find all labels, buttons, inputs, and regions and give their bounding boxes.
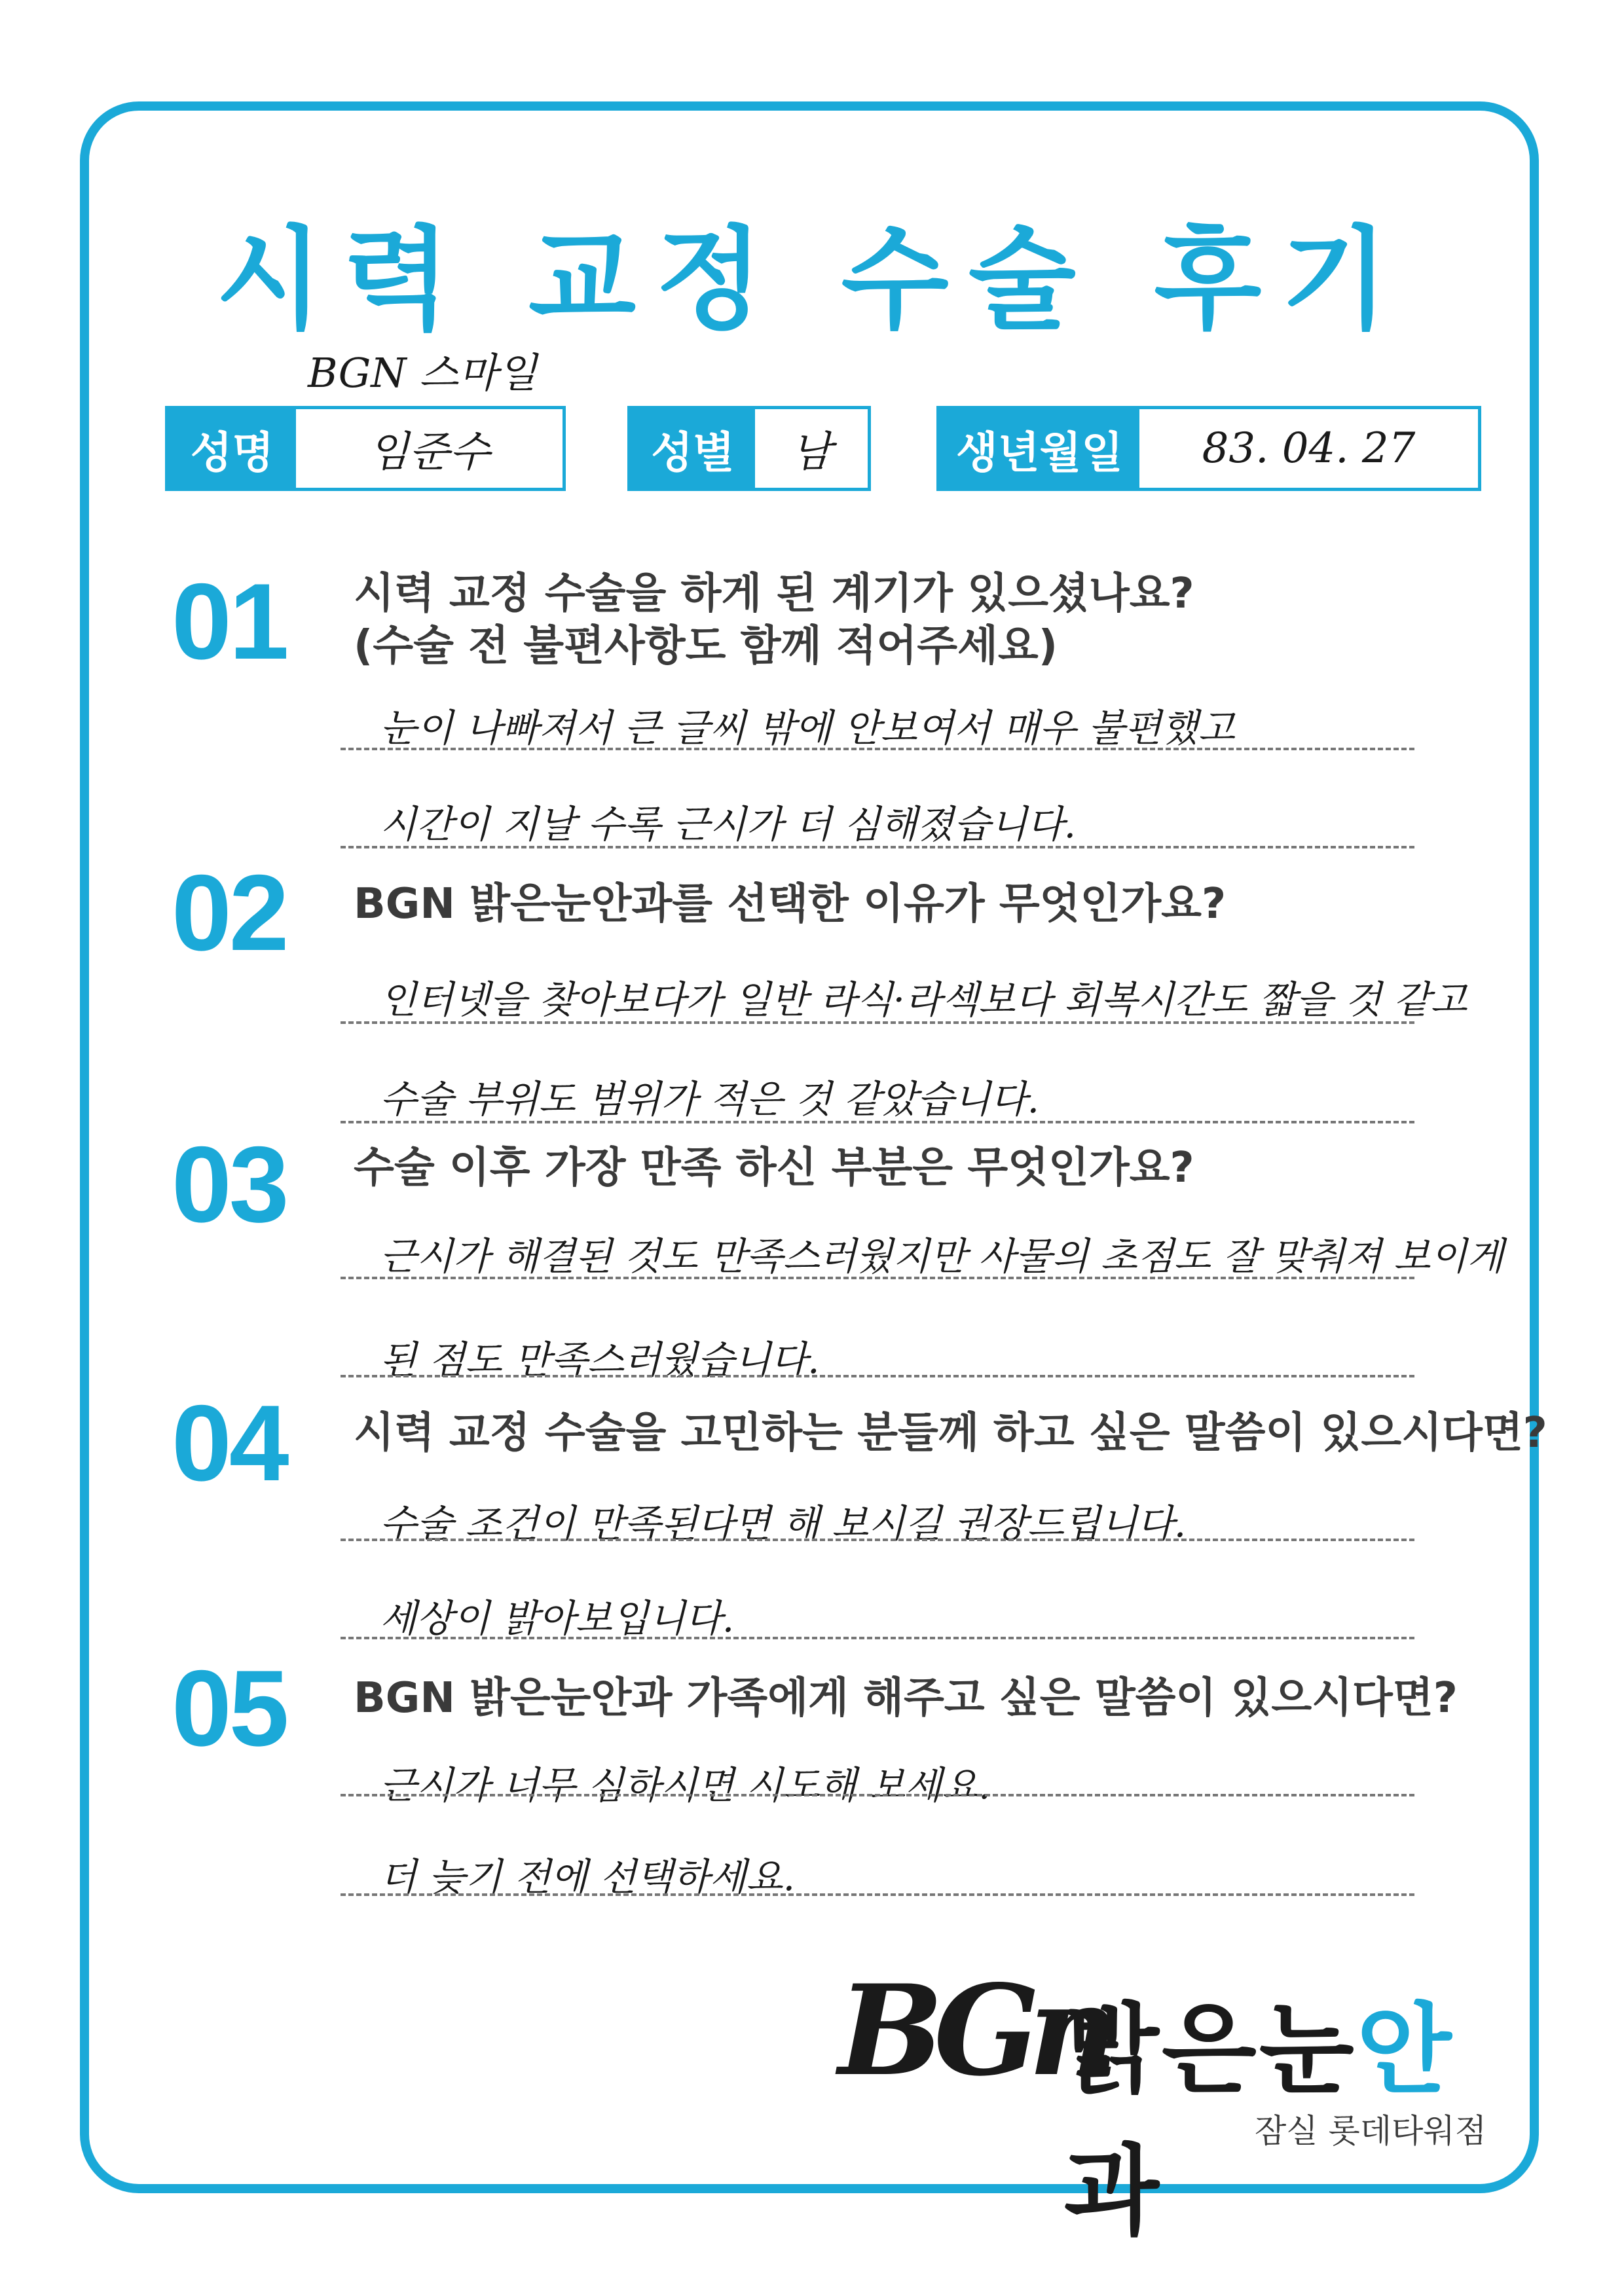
- answer-line-divider: [341, 846, 1414, 848]
- answer-01-line1: 눈이 나빠져서 큰 글씨 밖에 안보여서 매우 불편했고: [380, 706, 1235, 750]
- bgn-logo-mark: BGn: [838, 1958, 1107, 2104]
- answer-line-divider: [341, 1121, 1414, 1123]
- answer-02-line2: 수술 부위도 범위가 적은 것 같았습니다.: [380, 1077, 1040, 1121]
- clinic-name-part2: 과: [1064, 2135, 1162, 2249]
- answer-line-divider: [341, 1021, 1414, 1024]
- answer-04-line2: 세상이 밝아보입니다.: [380, 1596, 735, 1641]
- answer-line-divider: [341, 1794, 1414, 1796]
- question-number-05: 05: [172, 1648, 287, 1768]
- answer-01-line2: 시간이 지날 수록 근시가 더 심해졌습니다.: [380, 802, 1077, 847]
- name-value: 임준수: [368, 428, 490, 477]
- answer-03-line2: 된 점도 만족스러웠습니다.: [380, 1338, 820, 1382]
- question-number-03: 03: [172, 1124, 287, 1245]
- answer-line-divider: [341, 1539, 1414, 1541]
- name-label: 성명: [168, 409, 296, 488]
- name-field: [165, 406, 566, 491]
- answer-line-divider: [341, 1893, 1414, 1896]
- question-number-01: 01: [172, 561, 287, 682]
- gender-label: 성별: [631, 409, 755, 488]
- birthdate-value-area: [1139, 409, 1478, 488]
- clinic-name-part1: 밝은눈: [1064, 1994, 1357, 2107]
- question-text-05-line1: BGN 밝은눈안과 가족에게 해주고 싶은 말씀이 있으시다면?: [354, 1674, 1458, 1722]
- question-text-02-line1: BGN 밝은눈안과를 선택한 이유가 무엇인가요?: [354, 880, 1227, 928]
- birthdate-value: 83. 04. 27: [1202, 424, 1416, 473]
- birthdate-label: 생년월일: [940, 409, 1139, 488]
- answer-line-divider: [341, 1375, 1414, 1377]
- clinic-logo: [838, 1958, 1486, 2249]
- branch-name: 잠실 롯데타워점: [1255, 2112, 1486, 2150]
- clinic-name-accent: 안: [1356, 1994, 1454, 2107]
- gender-value-area: [755, 409, 868, 488]
- answer-05-line1: 근시가 너무 심하시면 시도해 보세요.: [380, 1763, 991, 1808]
- answer-line-divider: [341, 1637, 1414, 1639]
- answer-03-line1: 근시가 해결된 것도 만족스러웠지만 사물의 초점도 잘 맞춰져 보이게: [380, 1234, 1504, 1279]
- question-text-01-line2: (수술 전 불편사항도 함께 적어주세요): [354, 622, 1058, 670]
- gender-field: [627, 406, 871, 491]
- birthdate-field: [936, 406, 1481, 491]
- question-number-02: 02: [172, 852, 287, 973]
- answer-02-line1: 인터넷을 찾아보다가 일반 라식·라섹보다 회복시간도 짧을 것 같고: [380, 977, 1467, 1022]
- question-text-01-line1: 시력 교정 수술을 하게 된 계기가 있으셨나요?: [354, 570, 1194, 618]
- answer-line-divider: [341, 1277, 1414, 1279]
- answer-04-line1: 수술 조건이 만족된다면 해 보시길 권장드립니다.: [380, 1501, 1187, 1546]
- page-title: 시력 교정 수술 후기: [215, 215, 1409, 345]
- nickname-handwritten: BGN 스마일: [308, 349, 537, 397]
- name-value-area: [296, 409, 563, 488]
- gender-value: 남: [791, 428, 832, 477]
- answer-05-line2: 더 늦기 전에 선택하세요.: [380, 1855, 796, 1899]
- question-number-04: 04: [172, 1383, 287, 1503]
- question-text-03-line1: 수술 이후 가장 만족 하신 부분은 무엇인가요?: [354, 1144, 1194, 1192]
- question-text-04-line1: 시력 교정 수술을 고민하는 분들께 하고 싶은 말씀이 있으시다면?: [354, 1409, 1547, 1457]
- answer-line-divider: [341, 748, 1414, 750]
